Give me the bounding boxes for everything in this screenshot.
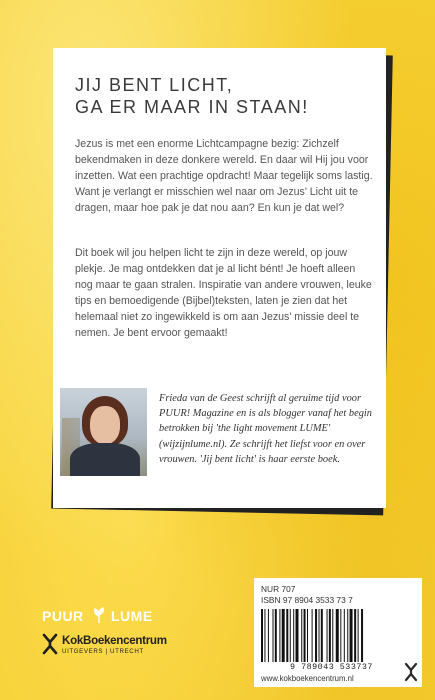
author-photo: [60, 388, 147, 476]
author-bio: Frieda van de Geest schrijft al geruime tijd voor PUUR! Magazine en is als blogger vanaf het begin betrokken bij 'the light movement LUME' (wijzijnlume.nl). Ze schrijft het liefst voor en over vrouwen. 'Jij bent licht' is haar eerste boek.: [159, 393, 372, 465]
heading-line-1: JIJ BENT LICHT,: [75, 75, 234, 95]
publisher-subtitle: UITGEVERS | UTRECHT: [62, 648, 144, 655]
lume-sprout-icon: [92, 606, 106, 624]
publisher-website: www.kokboekencentrum.nl: [261, 674, 354, 683]
kokboekencentrum-small-icon: [404, 662, 418, 682]
cover-heading: [75, 74, 375, 118]
heading-line-2: GA ER MAAR IN STAAN!: [75, 97, 309, 117]
isbn-number: ISBN 97 8904 3533 73 7: [261, 595, 353, 605]
blurb-paragraph-2: Dit boek wil jou helpen licht te zijn in deze wereld, op jouw plekje. Je mag ontdekken dat je al licht bént! Je hoeft alleen nog maar te gaan stralen. Inspiratie van andere vrouwen, leuke tips en bemoedigende (Bijbel)teksten, laten je zien dat het helemaal niet zo ingewikkeld is om aan Jezus' missie deel te nemen. Je bent ervoor gemaakt!: [75, 247, 372, 339]
barcode-block: [254, 578, 422, 687]
back-cover-text-panel: [53, 48, 386, 508]
publisher-name: KokBoekencentrum: [62, 634, 167, 647]
puur-logo: PUUR: [42, 608, 84, 624]
kokboekencentrum-logo-icon: [42, 633, 58, 655]
lume-logo: LUME: [111, 608, 153, 624]
barcode-digits: 9 789043 533737: [290, 662, 373, 672]
blurb-paragraph-1: Jezus is met een enorme Lichtcampagne bezig: Zichzelf bekendmaken in deze donkere wereld. En daar wil Hij jou voor inzetten. Wat een prachtige opdracht! Maar tegelijk soms lastig. Want je verlangt er misschien wel naar om Jezus' Licht uit te dragen, maar hoe pak je dat nou aan? En kun je dat wel?: [75, 138, 373, 214]
barcode-icon: [259, 609, 401, 662]
nur-code: NUR 707: [261, 584, 296, 594]
